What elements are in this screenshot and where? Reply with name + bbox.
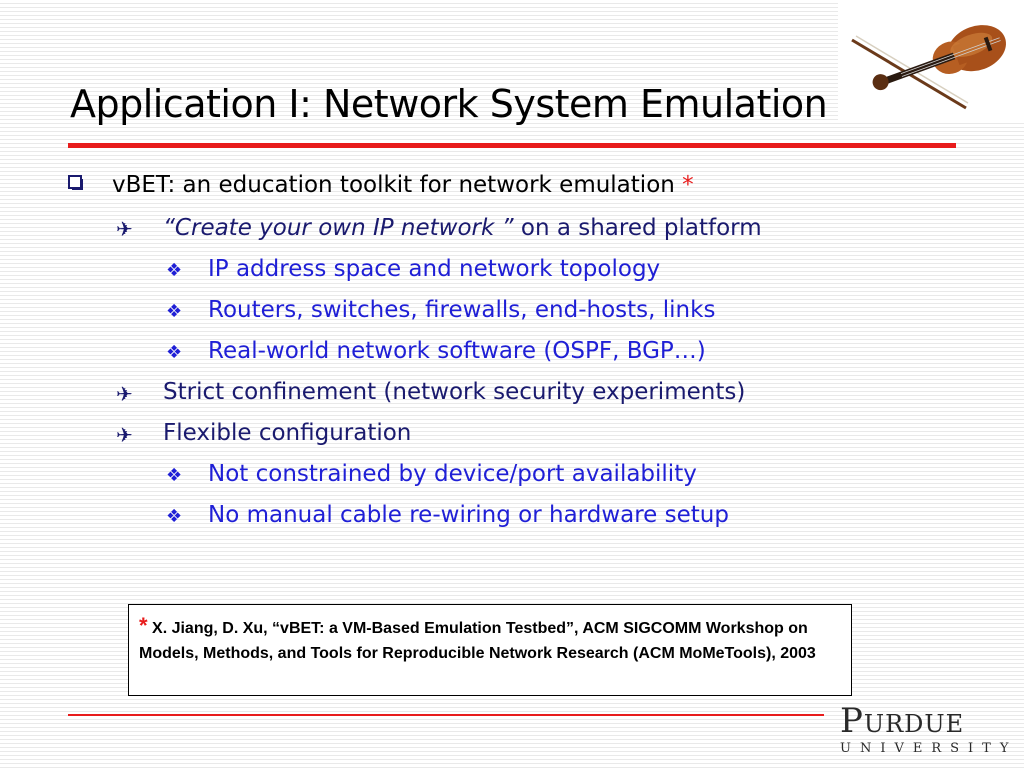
bullet-flexible-configuration: Flexible configuration	[163, 420, 412, 446]
reference-text: X. Jiang, D. Xu, “vBET: a VM-Based Emulation Testbed”, ACM SIGCOMM Workshop on Models, Methods, and Tools for Reproducible Network Research (ACM MoMeTools), 2003	[139, 620, 816, 662]
footer-rule	[68, 714, 824, 716]
four-diamond-bullet-icon: ❖	[166, 260, 183, 281]
bullet-not-constrained: Not constrained by device/port availability	[208, 461, 697, 487]
airplane-bullet-icon: ✈	[116, 217, 133, 241]
logo-sub: UNIVERSITY	[840, 741, 1018, 756]
bullet-vbet: vBET: an education toolkit for network emulation *	[112, 172, 694, 198]
purdue-logo	[840, 701, 1018, 758]
bullet-real-world-software: Real-world network software (OSPF, BGP…)	[208, 338, 706, 364]
logo-name: Purdue	[840, 701, 965, 741]
reference-star: *	[139, 613, 148, 638]
four-diamond-bullet-icon: ❖	[166, 301, 183, 322]
violin-icon	[838, 0, 1024, 120]
four-diamond-bullet-icon: ❖	[166, 506, 183, 527]
airplane-bullet-icon: ✈	[116, 382, 133, 406]
airplane-bullet-icon: ✈	[116, 423, 133, 447]
bullet-no-manual-rewiring: No manual cable re-wiring or hardware setup	[208, 502, 729, 528]
bullet-create-network: “Create your own IP network ” on a shared platform	[163, 215, 762, 241]
square-bullet-icon	[68, 175, 84, 191]
footnote-star: *	[682, 172, 694, 198]
bullet-ip-address-space: IP address space and network topology	[208, 256, 661, 282]
bullet-routers-switches: Routers, switches, firewalls, end-hosts, links	[208, 297, 716, 323]
title-underline	[68, 143, 956, 148]
four-diamond-bullet-icon: ❖	[166, 465, 183, 486]
bullet-strict-confinement: Strict confinement (network security experiments)	[163, 379, 746, 405]
four-diamond-bullet-icon: ❖	[166, 342, 183, 363]
slide-title: Application I: Network System Emulation	[70, 82, 828, 126]
reference-box	[128, 604, 852, 696]
